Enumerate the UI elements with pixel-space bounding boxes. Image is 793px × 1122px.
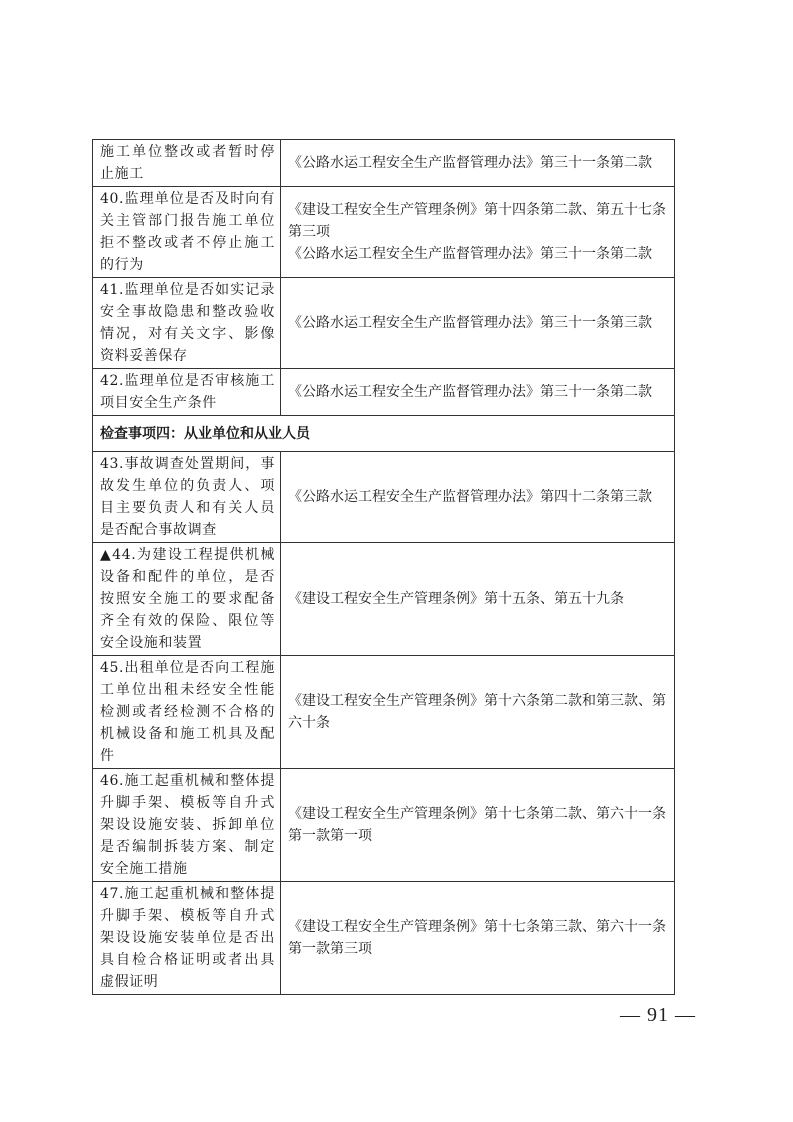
table-row xyxy=(93,369,675,416)
inspection-table-body xyxy=(93,140,675,995)
inspection-item: 43.事故调查处置期间，事故发生单位的负责人、项目主要负责人和有关人员是否配合事故调查 xyxy=(93,452,281,543)
legal-basis xyxy=(281,452,675,543)
legal-basis-line: 《公路水运工程安全生产监督管理办法》第四十二条第三款 xyxy=(288,489,652,505)
legal-basis-line: 《建设工程安全生产管理条例》第十六条第二款和第三款、第六十条 xyxy=(288,693,666,731)
legal-basis xyxy=(281,187,675,278)
table-row xyxy=(93,452,675,543)
inspection-item: 46.施工起重机械和整体提升脚手架、模板等自升式架设设施安装、拆卸单位是否编制拆装方案、制定安全施工措施 xyxy=(93,769,281,882)
inspection-item: 施工单位整改或者暂时停止施工 xyxy=(93,140,281,187)
table-row xyxy=(93,140,675,187)
legal-basis-line: 《公路水运工程安全生产监督管理办法》第三十一条第三款 xyxy=(288,315,652,331)
legal-basis-line: 《公路水运工程安全生产监督管理办法》第三十一条第二款 xyxy=(288,384,652,400)
legal-basis-line: 《公路水运工程安全生产监督管理办法》第三十一条第二款 xyxy=(288,155,652,171)
legal-basis xyxy=(281,369,675,416)
legal-basis xyxy=(281,882,675,995)
inspection-item: 41.监理单位是否如实记录安全事故隐患和整改验收情况，对有关文字、影像资料妥善保存 xyxy=(93,278,281,369)
legal-basis xyxy=(281,140,675,187)
table-row xyxy=(93,278,675,369)
section-title: 检查事项四：从业单位和从业人员 xyxy=(93,416,675,452)
table-row xyxy=(93,882,675,995)
table-row xyxy=(93,543,675,656)
legal-basis-line: 《建设工程安全生产管理条例》第十七条第三款、第六十一条第一款第三项 xyxy=(288,919,666,957)
inspection-item: 47.施工起重机械和整体提升脚手架、模板等自升式架设设施安装单位是否出具自检合格证明或者出具虚假证明 xyxy=(93,882,281,995)
table-row xyxy=(93,769,675,882)
legal-basis-line: 《建设工程安全生产管理条例》第十七条第二款、第六十一条第一款第一项 xyxy=(288,806,666,844)
legal-basis-line: 《公路水运工程安全生产监督管理办法》第三十一条第二款 xyxy=(288,246,652,262)
inspection-item: 45.出租单位是否向工程施工单位出租未经安全性能检测或者经检测不合格的机械设备和施工机具及配件 xyxy=(93,656,281,769)
legal-basis xyxy=(281,769,675,882)
legal-basis-line: 《建设工程安全生产管理条例》第十四条第二款、第五十七条第三项 xyxy=(288,202,666,240)
legal-basis xyxy=(281,543,675,656)
table-row xyxy=(93,187,675,278)
legal-basis xyxy=(281,656,675,769)
inspection-table xyxy=(92,139,675,995)
page-number: — 91 — xyxy=(620,1004,696,1026)
legal-basis-line: 《建设工程安全生产管理条例》第十五条、第五十九条 xyxy=(288,591,624,607)
table-row xyxy=(93,656,675,769)
legal-basis xyxy=(281,278,675,369)
inspection-item: 40.监理单位是否及时向有关主管部门报告施工单位拒不整改或者不停止施工的行为 xyxy=(93,187,281,278)
inspection-item: ▲44.为建设工程提供机械设备和配件的单位，是否按照安全施工的要求配备齐全有效的保险、限位等安全设施和装置 xyxy=(93,543,281,656)
inspection-item: 42.监理单位是否审核施工项目安全生产条件 xyxy=(93,369,281,416)
section-header-row xyxy=(93,416,675,452)
